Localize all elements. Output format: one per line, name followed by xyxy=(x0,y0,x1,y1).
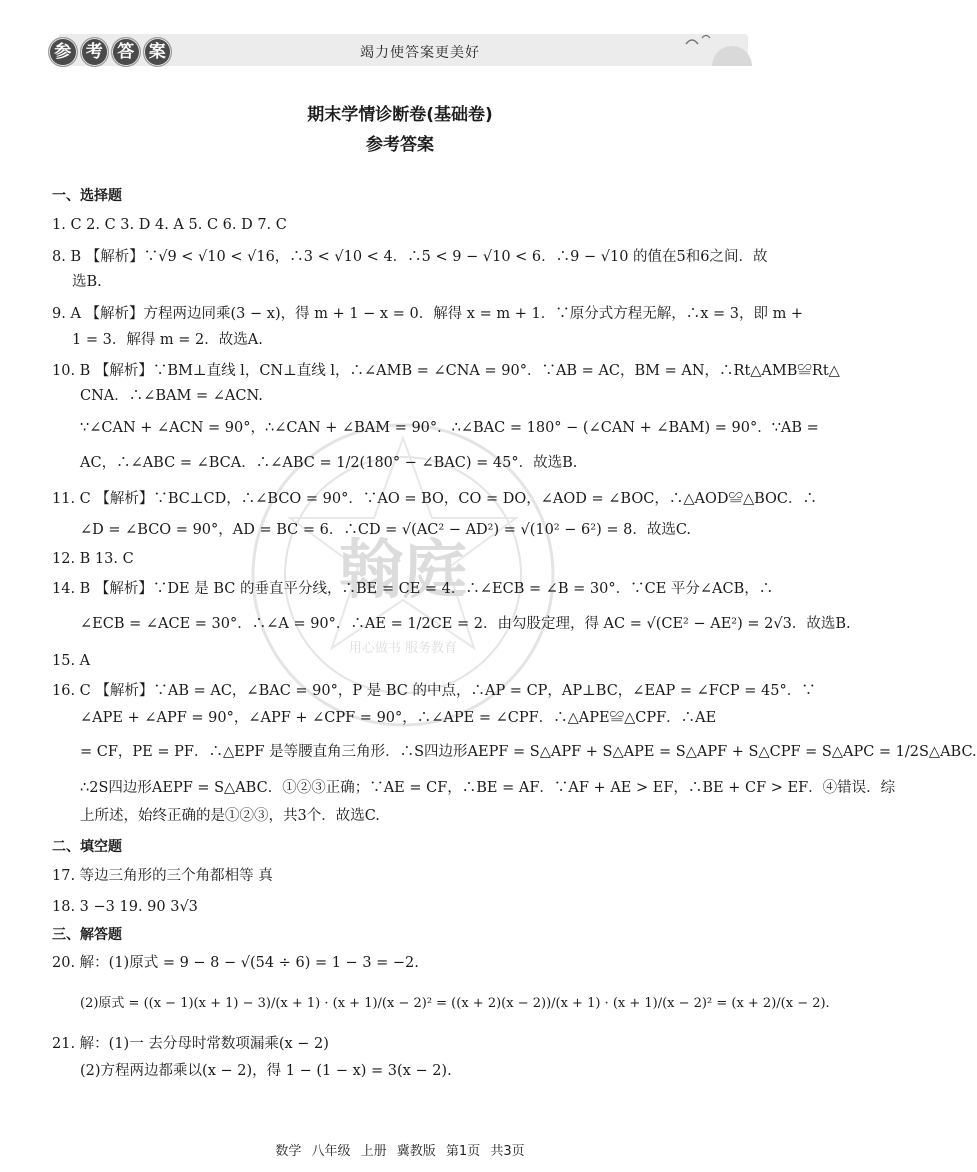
answer-q11-line2: ∠D = ∠BCO = 90°，AD = BC = 6．∴CD = √(AC² − AD²) = √(10² − 6²) = 8．故选C. xyxy=(80,522,692,538)
answer-q16-line3: = CF，PE = PF．∴△EPF 是等腰直角三角形．∴S四边形AEPF = S△APF + S△APE = S△APF + S△CPF = S△APC = 1/2S△ABC. xyxy=(80,744,977,760)
page-header xyxy=(0,0,800,80)
watermark-motto: 用心做书 服务教育 xyxy=(348,641,458,656)
answer-q8-line1: 8. B 【解析】∵√9 < √10 < √16，∴3 < √10 < 4．∴5 < 9 − √10 < 6．∴9 − √10 的值在5和6之间．故 xyxy=(52,249,768,265)
answer-line-18-19: 18. 3 −3 19. 90 3√3 xyxy=(52,899,198,915)
header-slogan: 竭力使答案更美好 xyxy=(360,45,480,61)
answer-q10-line2: CNA．∴∠BAM = ∠ACN. xyxy=(80,388,263,404)
logo-char: 答 xyxy=(111,37,141,67)
answer-q10-line3: ∵∠CAN + ∠ACN = 90°，∴∠CAN + ∠BAM = 90°．∴∠BAC = 180° − (∠CAN + ∠BAM) = 90°．∵AB = xyxy=(80,420,819,436)
logo-char: 参 xyxy=(48,37,78,67)
answer-line-17: 17. 等边三角形的三个角都相等 真 xyxy=(52,868,273,884)
answer-line-15: 15. A xyxy=(52,653,91,669)
answer-q11-line1: 11. C 【解析】∵BC⊥CD，∴∠BCO = 90°．∵AO = BO，CO = DO，∠AOD = ∠BOC，∴△AOD≌△BOC．∴ xyxy=(52,491,818,507)
answer-q20-part1: 20. 解：(1)原式 = 9 − 8 − √(54 ÷ 6) = 1 − 3 = −2. xyxy=(52,955,419,971)
watermark-brand: 翰庭 xyxy=(339,533,467,608)
page-title: 期末学情诊断卷(基础卷) xyxy=(307,105,493,125)
logo-char: 案 xyxy=(143,37,173,67)
answer-q21-part2: (2)方程两边都乘以(x − 2)，得 1 − (1 − x) = 3(x − 2). xyxy=(80,1063,452,1079)
header-logo xyxy=(48,37,172,65)
page-footer: 数学 八年级 上册 冀教版 第1页 共3页 xyxy=(275,1144,525,1159)
answer-q16-line4: ∴2S四边形AEPF = S△ABC．①②③正确；∵AE = CF，∴BE = AF．∵AF + AE > EF，∴BE + CF > EF．④错误．综 xyxy=(80,780,896,796)
answer-q20-part2: (2)原式 = ((x − 1)(x + 1) − 3)/(x + 1) · (x + 1)/(x − 2)² = ((x + 2)(x − 2))/(x + 1) · (x + 1)/(x − 2)² = (x + 2)/(x − 2). xyxy=(80,996,830,1011)
logo-char: 考 xyxy=(80,37,110,67)
answer-q10-line1: 10. B 【解析】∵BM⊥直线 l，CN⊥直线 l，∴∠AMB = ∠CNA = 90°．∵AB = AC，BM = AN，∴Rt△AMB≌Rt△ xyxy=(52,363,840,379)
sunrise-decoration-icon xyxy=(682,30,752,66)
answer-q21-part1: 21. 解：(1)一 去分母时常数项漏乘(x − 2) xyxy=(52,1036,329,1052)
answer-q8-line2: 选B. xyxy=(72,274,102,290)
answer-q16-line5: 上所述，始终正确的是①②③，共3个．故选C. xyxy=(80,808,380,824)
answer-q9-line2: 1 = 3．解得 m = 2．故选A. xyxy=(72,332,263,348)
section-heading-choice: 一、选择题 xyxy=(52,188,122,204)
answer-q14-line1: 14. B 【解析】∵DE 是 BC 的垂直平分线，∴BE = CE = 4．∴∠ECB = ∠B = 30°．∵CE 平分∠ACB，∴ xyxy=(52,581,774,597)
section-heading-solve: 三、解答题 xyxy=(52,927,122,943)
answer-q16-line2: ∠APE + ∠APF = 90°，∠APF + ∠CPF = 90°，∴∠APE = ∠CPF．∴△APE≌△CPF．∴AE xyxy=(80,710,717,726)
answer-line-1-7: 1. C 2. C 3. D 4. A 5. C 6. D 7. C xyxy=(52,217,287,233)
answer-q9-line1: 9. A 【解析】方程两边同乘(3 − x)，得 m + 1 − x = 0．解得 x = m + 1．∵原分式方程无解，∴x = 3，即 m + xyxy=(52,306,804,322)
section-heading-fill: 二、填空题 xyxy=(52,839,122,855)
page-subtitle: 参考答案 xyxy=(366,135,434,155)
answer-line-12-13: 12. B 13. C xyxy=(52,551,134,567)
answer-q10-line4: AC，∴∠ABC = ∠BCA．∴∠ABC = 1/2(180° − ∠BAC) = 45°．故选B. xyxy=(80,455,578,471)
answer-q14-line2: ∠ECB = ∠ACE = 30°．∴∠A = 90°．∴AE = 1/2CE = 2．由勾股定理，得 AC = √(CE² − AE²) = 2√3．故选B. xyxy=(80,616,851,632)
answer-q16-line1: 16. C 【解析】∵AB = AC，∠BAC = 90°，P 是 BC 的中点，∴AP = CP，AP⊥BC，∠EAP = ∠FCP = 45°．∵ xyxy=(52,683,816,699)
